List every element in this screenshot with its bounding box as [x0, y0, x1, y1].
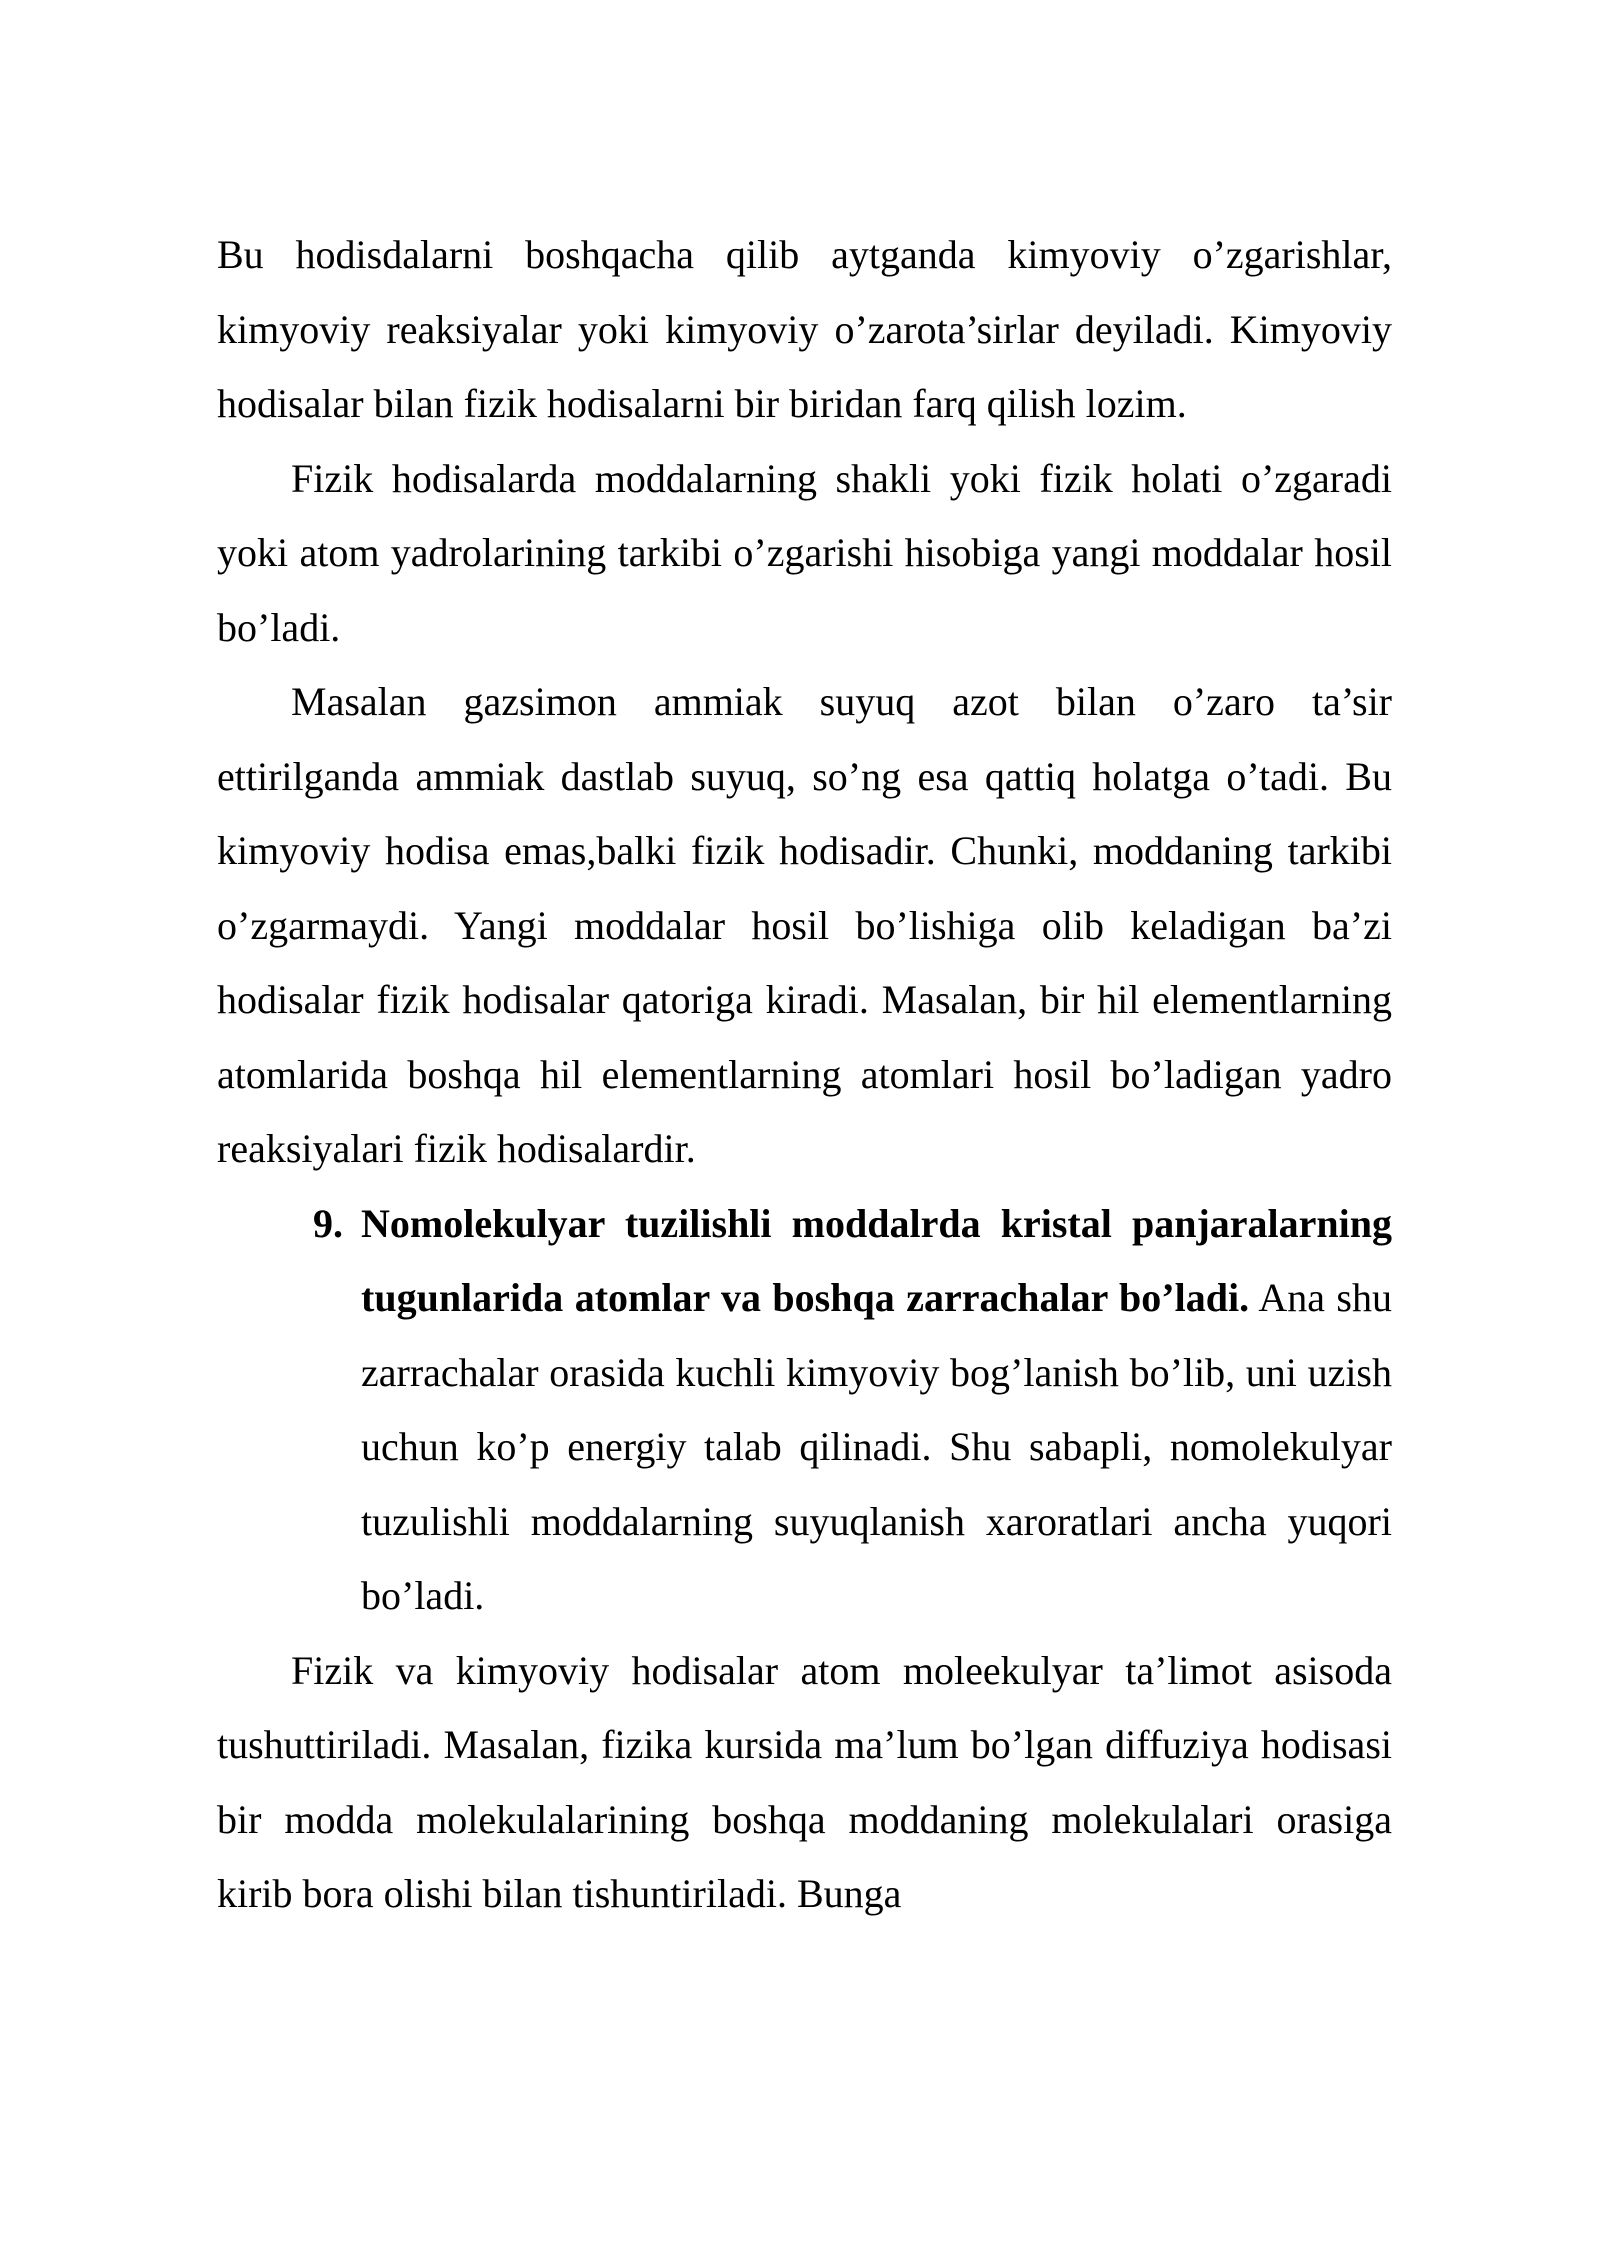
numbered-list-item [217, 1187, 1392, 1634]
paragraph-atomic-molecular-theory: Fizik va kimyoviy hodisalar atom moleekulyar ta’limot asisoda tushuttiriladi. Masalan, fizika kursida ma’lum bo’lgan diffuziya hodisasi bir modda molekulalarining boshqa moddaning molekulalari orasiga kirib bora olishi bilan tishuntiriladi. Bunga [217, 1647, 1392, 1916]
paragraph-ammonia-example: Masalan gazsimon ammiak suyuq azot bilan o’zaro ta’sir ettirilganda ammiak dastlab suyuq, so’ng esa qattiq holatga o’tadi. Bu kimyoviy hodisa emas,balki fizik hodisadir. Chunki, moddaning tarkibi o’zgarmaydi. Yangi moddalar hosil bo’lishiga olib keladigan ba’zi hodisalar fizik hodisalar qatoriga kiradi. Masalan, bir hil elementlarning atomlarida boshqa hil elementlarning atomlari hosil bo’ladigan yadro reaksiyalari fizik hodisalardir. [217, 679, 1392, 1171]
paragraph-chemical-changes: Bu hodisdalarni boshqacha qilib aytganda kimyoviy o’zgarishlar, kimyoviy reaksiyalar yoki kimyoviy o’zarota’sirlar deyiladi. Kimyoviy hodisalar bilan fizik hodisalarni bir biridan farq qilish lozim. [217, 232, 1392, 426]
list-item-text: Ana shu zarrachalar orasida kuchli kimyoviy bog’lanish bo’lib, uni uzish uchun ko’p energiy talab qilinadi. Shu sabapli, nomolekulyar tuzulishli moddalarning suyuqlanish xaroratlari ancha yuqori bo’ladi. [361, 1275, 1392, 1618]
list-item-number: 9. [313, 1200, 343, 1246]
paragraph-physical-phenomena: Fizik hodisalarda moddalarning shakli yoki fizik holati o’zgaradi yoki atom yadrolarining tarkibi o’zgarishi hisobiga yangi moddalar hosil bo’ladi. [217, 455, 1392, 650]
list-item-bold-heading: Nomolekulyar tuzilishli moddalrda kristal panjaralarning tugunlarida atomlar va boshqa zarrachalar bo’ladi. [361, 1200, 1392, 1320]
document-page [217, 218, 1392, 1932]
list-item-body [361, 1187, 1392, 1634]
